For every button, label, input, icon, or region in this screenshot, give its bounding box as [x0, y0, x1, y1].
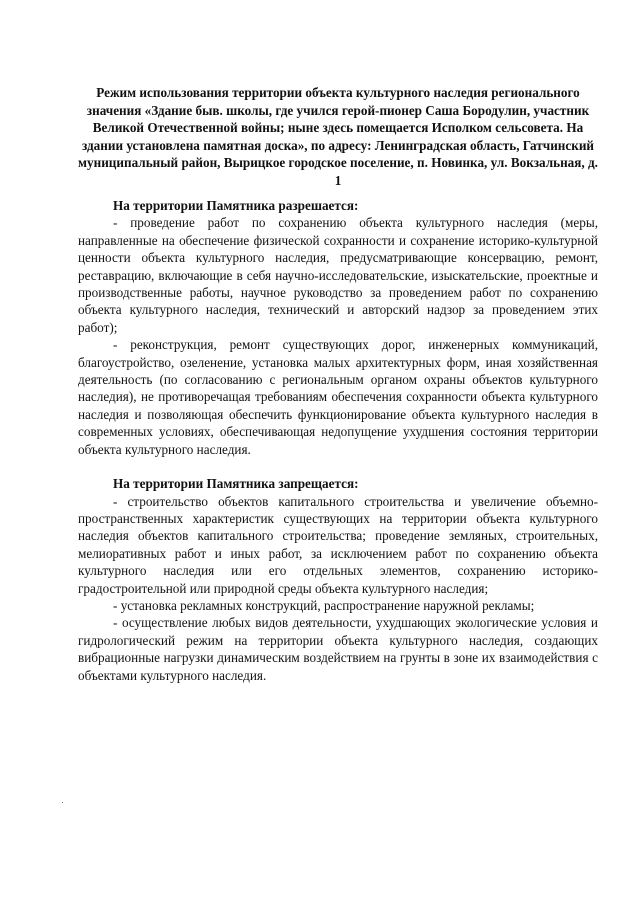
- forbidden-item-2: - установка рекламных конструкций, распространение наружной рекламы;: [113, 597, 535, 613]
- allowed-item-1: - проведение работ по сохранению объекта культурного наследия (меры, направленные на обеспечение физической сохранности и сохранение историко-культурной ценности объекта культурного наследия, предусматривающие консервацию, ремонт, реставрацию, включающие в себя научно-исследовательские, изыскательские, проектные и производственные работы, научное руководство за проведением работ по сохранению объекта культурного наследия, технический и авторский надзор за проведением этих работ);: [78, 215, 598, 335]
- forbidden-section: [78, 475, 598, 684]
- document-body: [78, 197, 598, 684]
- section-spacer: [78, 458, 598, 475]
- allowed-heading: На территории Памятника разрешается:: [113, 198, 359, 213]
- forbidden-heading: На территории Памятника запрещается:: [113, 476, 359, 492]
- forbidden-item-1: - строительство объектов капитального строительства и увеличение объемно-пространственных характеристик существующих на территории объекта культурного наследия объектов капитального строительства; проведение земляных, строительных, мелиоративных работ и иных работ, за исключением работ по сохранению объекта культурного наследия или его отдельных элементов, сохранению историко-градостроительной или природной среды объекта культурного наследия;: [78, 493, 598, 596]
- allowed-item-2: - реконструкция, ремонт существующих дорог, инженерных коммуникаций, благоустройство, озеленение, установка малых архитектурных форм, иная хозяйственная деятельность (по согласованию с региональным органом охраны объектов культурного наследия), не противоречащая требованиям обеспечения сохранности объекта культурного наследия и позволяющая обеспечить функционирование объекта культурного наследия в современных условиях, обеспечивающая недопущение ухудшения состояния территории объекта культурного наследия.: [78, 337, 598, 457]
- forbidden-item-3: - осуществление любых видов деятельности, ухудшающих экологические условия и гидрологический режим на территории объекта культурного наследия, создающих вибрационные нагрузки динамическим воздействием на грунты в зоне их взаимодействия с объектами культурного наследия.: [78, 615, 598, 683]
- document-title: Режим использования территории объекта культурного наследия регионального значения «Здание быв. школы, где учился герой-пионер Саша Бородулин, участник Великой Отечественной войны; ныне здесь помещается Исполком сельсовета. На здании установлена памятная доска», по адресу: Ленинградская область, Гатчинский муниципальный район, Вырицкое городское поселение, п. Новинка, ул. Вокзальная, д. 1: [78, 85, 598, 188]
- allowed-section: [78, 197, 598, 458]
- scan-speck: [62, 802, 63, 803]
